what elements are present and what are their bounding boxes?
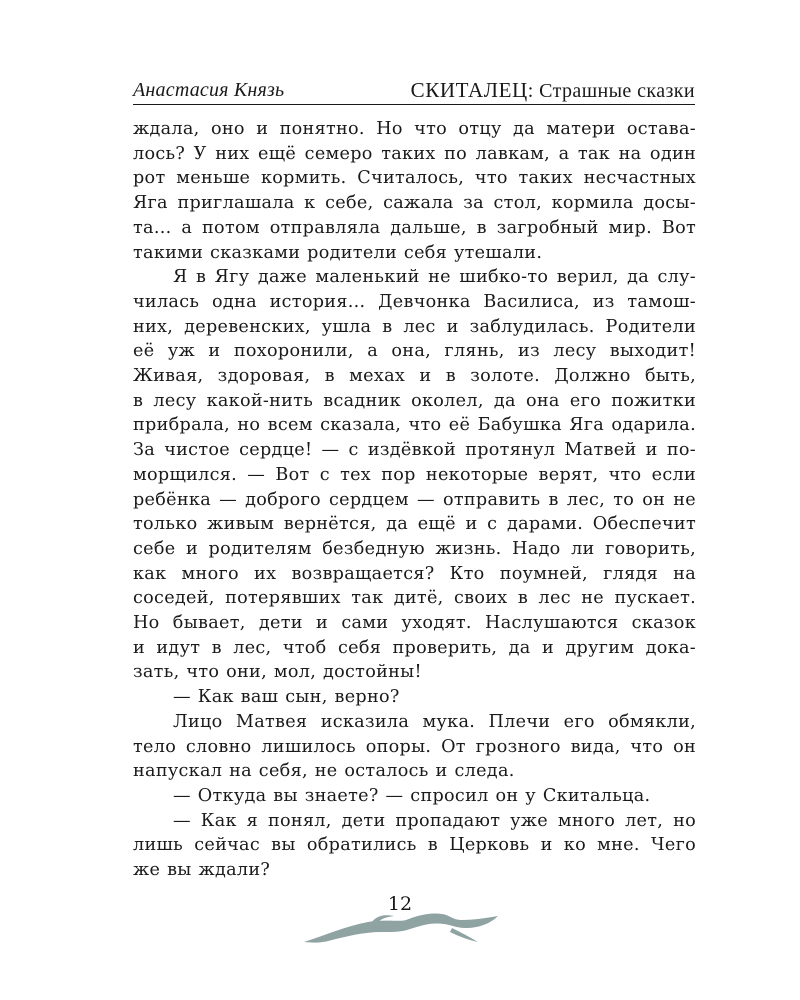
text-line: зать, что они, мол, достойны! (133, 662, 422, 683)
wave-flourish-icon (302, 902, 502, 952)
running-header (133, 78, 695, 102)
text-line: ждала, оно и понятно. Но что отцу да матери остава- (133, 119, 696, 139)
text-line: — Откуда вы знаете? — спросил он у Скитальца. (173, 785, 651, 806)
text-line: напускал на себя, не осталось и следа. (133, 761, 515, 782)
book-title-main: СКИТАЛЕЦ (410, 78, 528, 102)
book-subtitle: : Страшные сказки (527, 80, 695, 102)
text-line: За чистое сердце! — с издёвкой протянул Матвей и по- (133, 440, 696, 461)
text-line: них, деревенских, ушла в лес и заблудилась. Родители (133, 316, 696, 337)
text-line: лишь сейчас вы обратились в Церковь и ко мне. Чего (133, 835, 696, 856)
page-number: 12 (387, 893, 413, 915)
text-line: Но бывает, дети и сами уходят. Наслушаются сказок (133, 613, 696, 634)
text-line: такими сказками родители себя утешали. (133, 242, 543, 263)
text-line: — Как ваш сын, верно? (173, 687, 400, 708)
author-name: Анастасия Князь (133, 79, 285, 101)
text-line: Я в Ягу даже маленький не шибко-то верил, да слу- (173, 267, 696, 288)
text-line: и идут в лес, чтоб себя проверить, да и другим дока- (133, 637, 696, 658)
book-title (411, 78, 695, 103)
flourish-shape (450, 928, 478, 942)
text-line: рот меньше кормить. Считалось, что таких несчастных (133, 168, 696, 189)
text-line: морщился. — Вот с тех пор некоторые верят, что если (133, 464, 696, 485)
body-text (133, 117, 696, 883)
text-line: соседей, потерявших так дитё, своих в лес не пускает. (133, 588, 696, 609)
text-line: та... а потом отправляла дальше, в загробный мир. Вот (133, 217, 696, 238)
text-line: Яга приглашала к себе, сажала за стол, кормила досы- (133, 193, 696, 214)
text-line: прибрала, но всем сказала, что её Бабушка Яга одарила. (133, 415, 696, 436)
text-line: — Как я понял, дети пропадают уже много лет, но (173, 810, 696, 831)
text-line: Живая, здоровая, в мехах и в золоте. Должно быть, (133, 366, 696, 387)
text-line: её уж и похоронили, а она, глянь, из лесу выходит! (133, 341, 696, 362)
text-line: ребёнка — доброго сердцем — отправить в лес, то он не (133, 489, 696, 510)
text-line: чилась одна история... Девчонка Василиса, из тамош- (133, 291, 696, 312)
text-line: тело словно лишилось опоры. От грозного вида, что он (133, 736, 696, 757)
text-line: себе и родителям безбедную жизнь. Надо ли говорить, (133, 538, 696, 559)
text-line: как много их возвращается? Кто поумней, глядя на (133, 563, 696, 584)
text-line: лось? У них ещё семеро таких по лавкам, а так на один (133, 143, 696, 164)
text-line: же вы ждали? (133, 860, 271, 881)
text-line: в лесу какой-нить всадник околел, да она его пожитки (133, 390, 696, 411)
text-line: Лицо Матвея исказила мука. Плечи его обмякли, (173, 711, 696, 732)
text-line: только живым вернётся, да ещё и с дарами. Обеспечит (133, 514, 696, 535)
header-rule (133, 104, 695, 105)
